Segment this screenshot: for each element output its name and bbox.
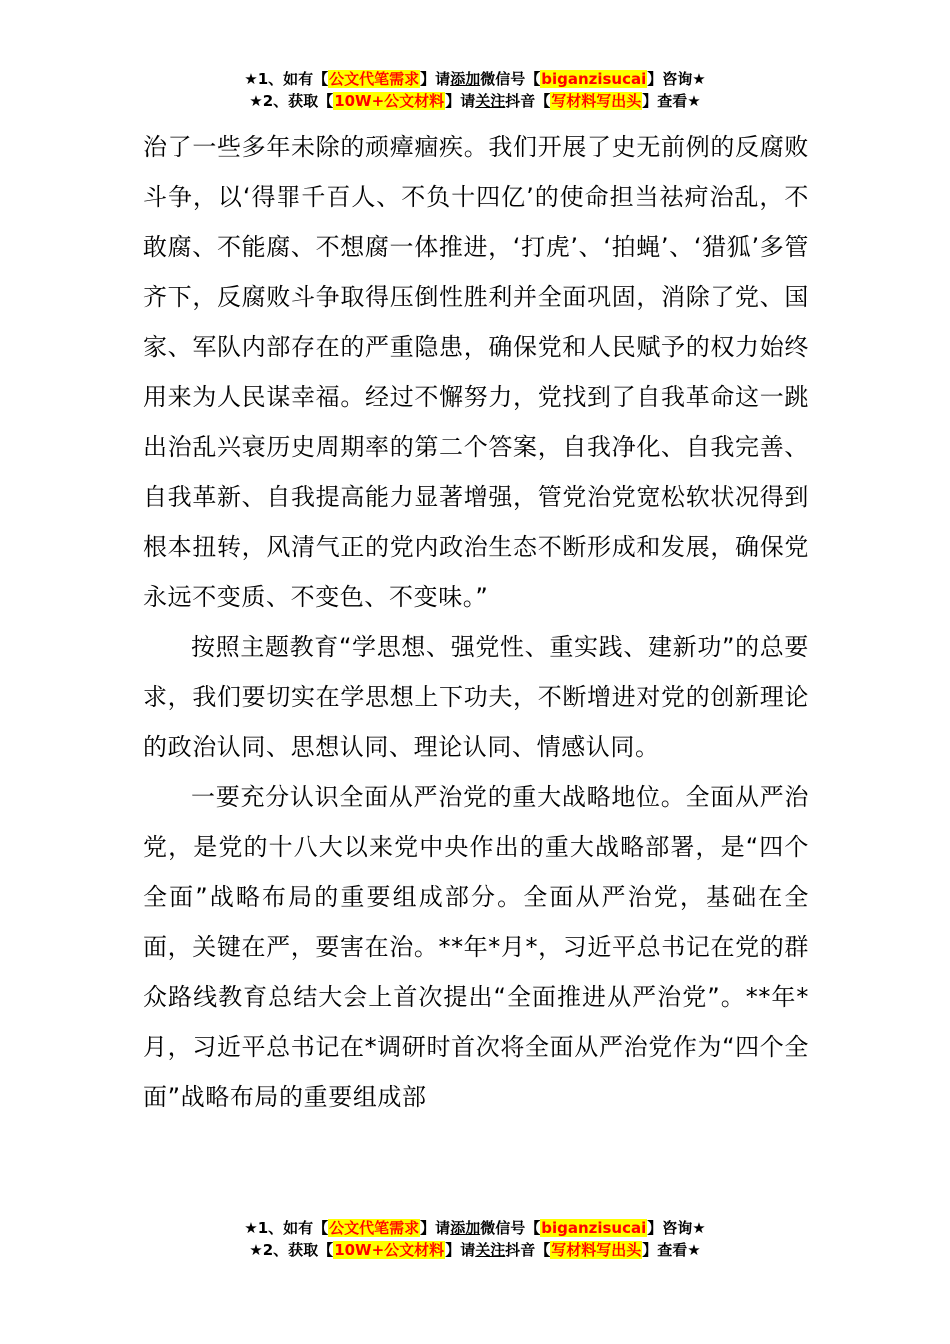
banner-highlight: 10W+公文材料 [334, 92, 445, 110]
banner-line-2 [0, 1239, 950, 1261]
banner-text: 抖音【 [505, 1241, 551, 1259]
banner-highlight: 10W+公文材料 [334, 1241, 445, 1259]
banner-text: 】请 [420, 1219, 451, 1237]
header-banner [0, 68, 950, 112]
banner-text: 微信号【 [480, 1219, 541, 1237]
banner-highlight: biganzisucai [541, 1219, 647, 1237]
banner-underlined-text: 添加 [450, 1219, 481, 1237]
banner-text: ★2、获取【 [249, 92, 334, 110]
banner-text: ★1、如有【 [244, 70, 329, 88]
banner-highlight: 写材料写出头 [551, 92, 642, 110]
banner-highlight: biganzisucai [541, 70, 647, 88]
banner-text: 】查看★ [642, 92, 701, 110]
paragraph: 一要充分认识全面从严治党的重大战略地位。全面从严治党，是党的十八大以来党中央作出的重大战略部署，是“四个全面”战略布局的重要组成部分。全面从严治党，基础在全面，关键在严，要害在治。**年*月*，习近平总书记在党的群众路线教育总结大会上首次提出“全面推进从严治党”。**年*月，习近平总书记在*调研时首次将全面从严治党作为“四个全面”战略布局的重要组成部 [143, 783, 809, 1111]
footer-banner [0, 1217, 950, 1261]
banner-line-1 [0, 1217, 950, 1239]
banner-underlined-text: 关注 [475, 92, 506, 110]
paragraph: 治了一些多年未除的顽瘴痼疾。我们开展了史无前例的反腐败斗争，以‘得罪千百人、不负十四亿’的使命担当祛疴治乱，不敢腐、不能腐、不想腐一体推进，‘打虎’、‘拍蝇’、‘猎狐’多管齐下，反腐败斗争取得压倒性胜利并全面巩固，消除了党、国家、军队内部存在的严重隐患，确保党和人民赋予的权力始终用来为人民谋幸福。经过不懈努力，党找到了自我革命这一跳出治乱兴衰历史周期率的第二个答案，自我净化、自我完善、自我革新、自我提高能力显著增强，管党治党宽松软状况得到根本扭转，风清气正的党内政治生态不断形成和发展，确保党永远不变质、不变色、不变味。” [143, 133, 809, 611]
banner-text: 抖音【 [505, 92, 551, 110]
banner-line-2 [0, 90, 950, 112]
banner-highlight: 公文代笔需求 [329, 1219, 420, 1237]
document-body [143, 122, 809, 1122]
banner-text: 】查看★ [642, 1241, 701, 1259]
banner-text: 】咨询★ [647, 70, 706, 88]
banner-text: ★1、如有【 [244, 1219, 329, 1237]
banner-text: ★2、获取【 [249, 1241, 334, 1259]
banner-underlined-text: 添加 [450, 70, 481, 88]
banner-highlight: 公文代笔需求 [329, 70, 420, 88]
banner-text: 】请 [445, 92, 476, 110]
banner-underlined-text: 关注 [475, 1241, 506, 1259]
paragraph: 按照主题教育“学思想、强党性、重实践、建新功”的总要求，我们要切实在学思想上下功夫，不断增进对党的创新理论的政治认同、思想认同、理论认同、情感认同。 [143, 633, 809, 761]
banner-text: 】咨询★ [647, 1219, 706, 1237]
banner-text: 】请 [420, 70, 451, 88]
banner-highlight: 写材料写出头 [551, 1241, 642, 1259]
banner-text: 】请 [445, 1241, 476, 1259]
banner-text: 微信号【 [480, 70, 541, 88]
banner-line-1 [0, 68, 950, 90]
